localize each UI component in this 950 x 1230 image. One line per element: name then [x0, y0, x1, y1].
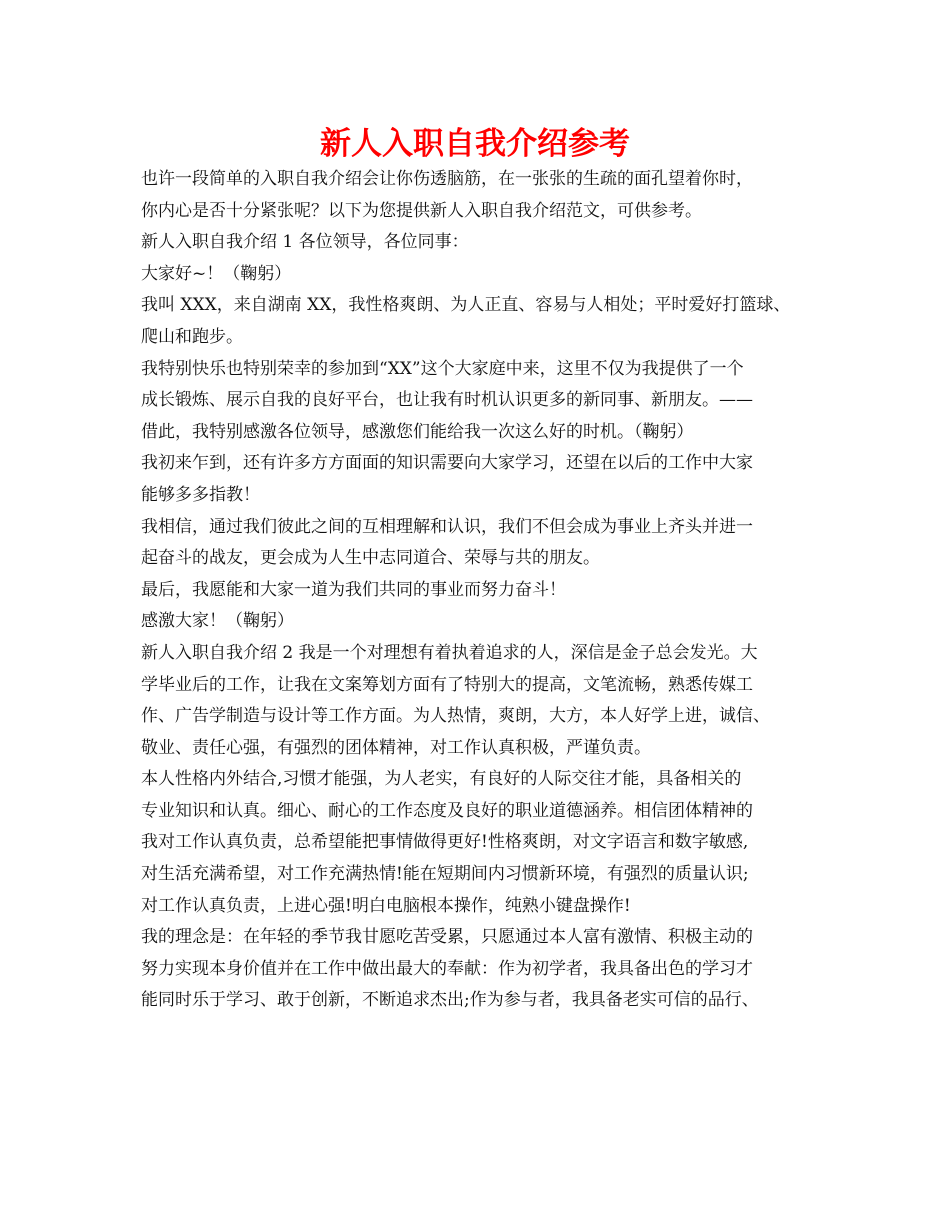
text-line: 我相信，通过我们彼此之间的互相理解和认识，我们不但会成为事业上齐头并进一 — [141, 516, 753, 537]
text-line: 作、广告学制造与设计等工作方面。为人热情，爽朗，大方，本人好学上进，诚信、 — [141, 706, 770, 727]
text-line: 新人入职自我介绍 1 各位领导，各位同事： — [141, 232, 469, 253]
text-line: 新人入职自我介绍 2 我是一个对理想有着执着追求的人，深信是金子总会发光。大 — [141, 642, 758, 663]
text-line: 爬山和跑步。 — [141, 326, 243, 347]
text-line: 大家好~！（鞠躬） — [141, 263, 292, 284]
text-line: 我对工作认真负责，总希望能把事情做得更好!性格爽朗，对文字语言和数字敏感, — [141, 832, 749, 853]
text-line: 努力实现本身价值并在工作中做出最大的奉献：作为初学者，我具备出色的学习才 — [141, 958, 753, 979]
page-title: 新人入职自我介绍参考 — [320, 126, 630, 162]
text-line: 我初来乍到，还有许多方方面面的知识需要向大家学习，还望在以后的工作中大家 — [141, 453, 753, 474]
body-text — [141, 164, 831, 1017]
text-line: 对生活充满希望，对工作充满热情!能在短期间内习惯新环境，有强烈的质量认识; — [141, 864, 749, 885]
text-line: 敬业、责任心强，有强烈的团体精神，对工作认真积极，严谨负责。 — [141, 737, 651, 758]
text-line: 借此，我特别感激各位领导，感激您们能给我一次这么好的时机。（鞠躬） — [141, 421, 694, 442]
text-line: 也许一段简单的入职自我介绍会让你伤透脑筋，在一张张的生疏的面孔望着你时， — [141, 169, 753, 189]
text-line: 我的理念是：在年轻的季节我甘愿吃苦受累，只愿通过本人富有激情、积极主动的 — [141, 927, 753, 948]
text-line: 起奋斗的战友，更会成为人生中志同道合、荣辱与共的朋友。 — [141, 548, 600, 569]
text-line: 能同时乐于学习、敢于创新，不断追求杰出;作为参与者，我具备老实可信的品行、 — [141, 990, 759, 1011]
text-line: 感激大家！（鞠躬） — [141, 611, 294, 632]
text-line: 学毕业后的工作，让我在文案筹划方面有了特别大的提高，文笔流畅，熟悉传媒工 — [141, 674, 753, 695]
text-line: 专业知识和认真。细心、耐心的工作态度及良好的职业道德涵养。相信团体精神的 — [141, 800, 753, 821]
text-line: 我叫 XXX，来自湖南 XX，我性格爽朗、为人正直、容易与人相处；平时爱好打篮球、 — [141, 295, 791, 316]
text-line: 本人性格内外结合,习惯才能强，为人老实，有良好的人际交往才能，具备相关的 — [141, 769, 742, 790]
text-line: 最后，我愿能和大家一道为我们共同的事业而努力奋斗！ — [141, 579, 566, 600]
text-line: 对工作认真负责，上进心强!明白电脑根本操作，纯熟小键盘操作! — [141, 895, 631, 916]
text-line: 你内心是否十分紧张呢？以下为您提供新人入职自我介绍范文，可供参考。 — [141, 200, 702, 221]
text-line: 成长锻炼、展示自我的良好平台，也让我有时机认识更多的新同事、新朋友。—— — [141, 390, 753, 411]
text-line: 我特别快乐也特别荣幸的参加到“XX”这个大家庭中来，这里不仅为我提供了一个 — [141, 358, 744, 379]
text-line: 能够多多指教！ — [141, 484, 260, 505]
